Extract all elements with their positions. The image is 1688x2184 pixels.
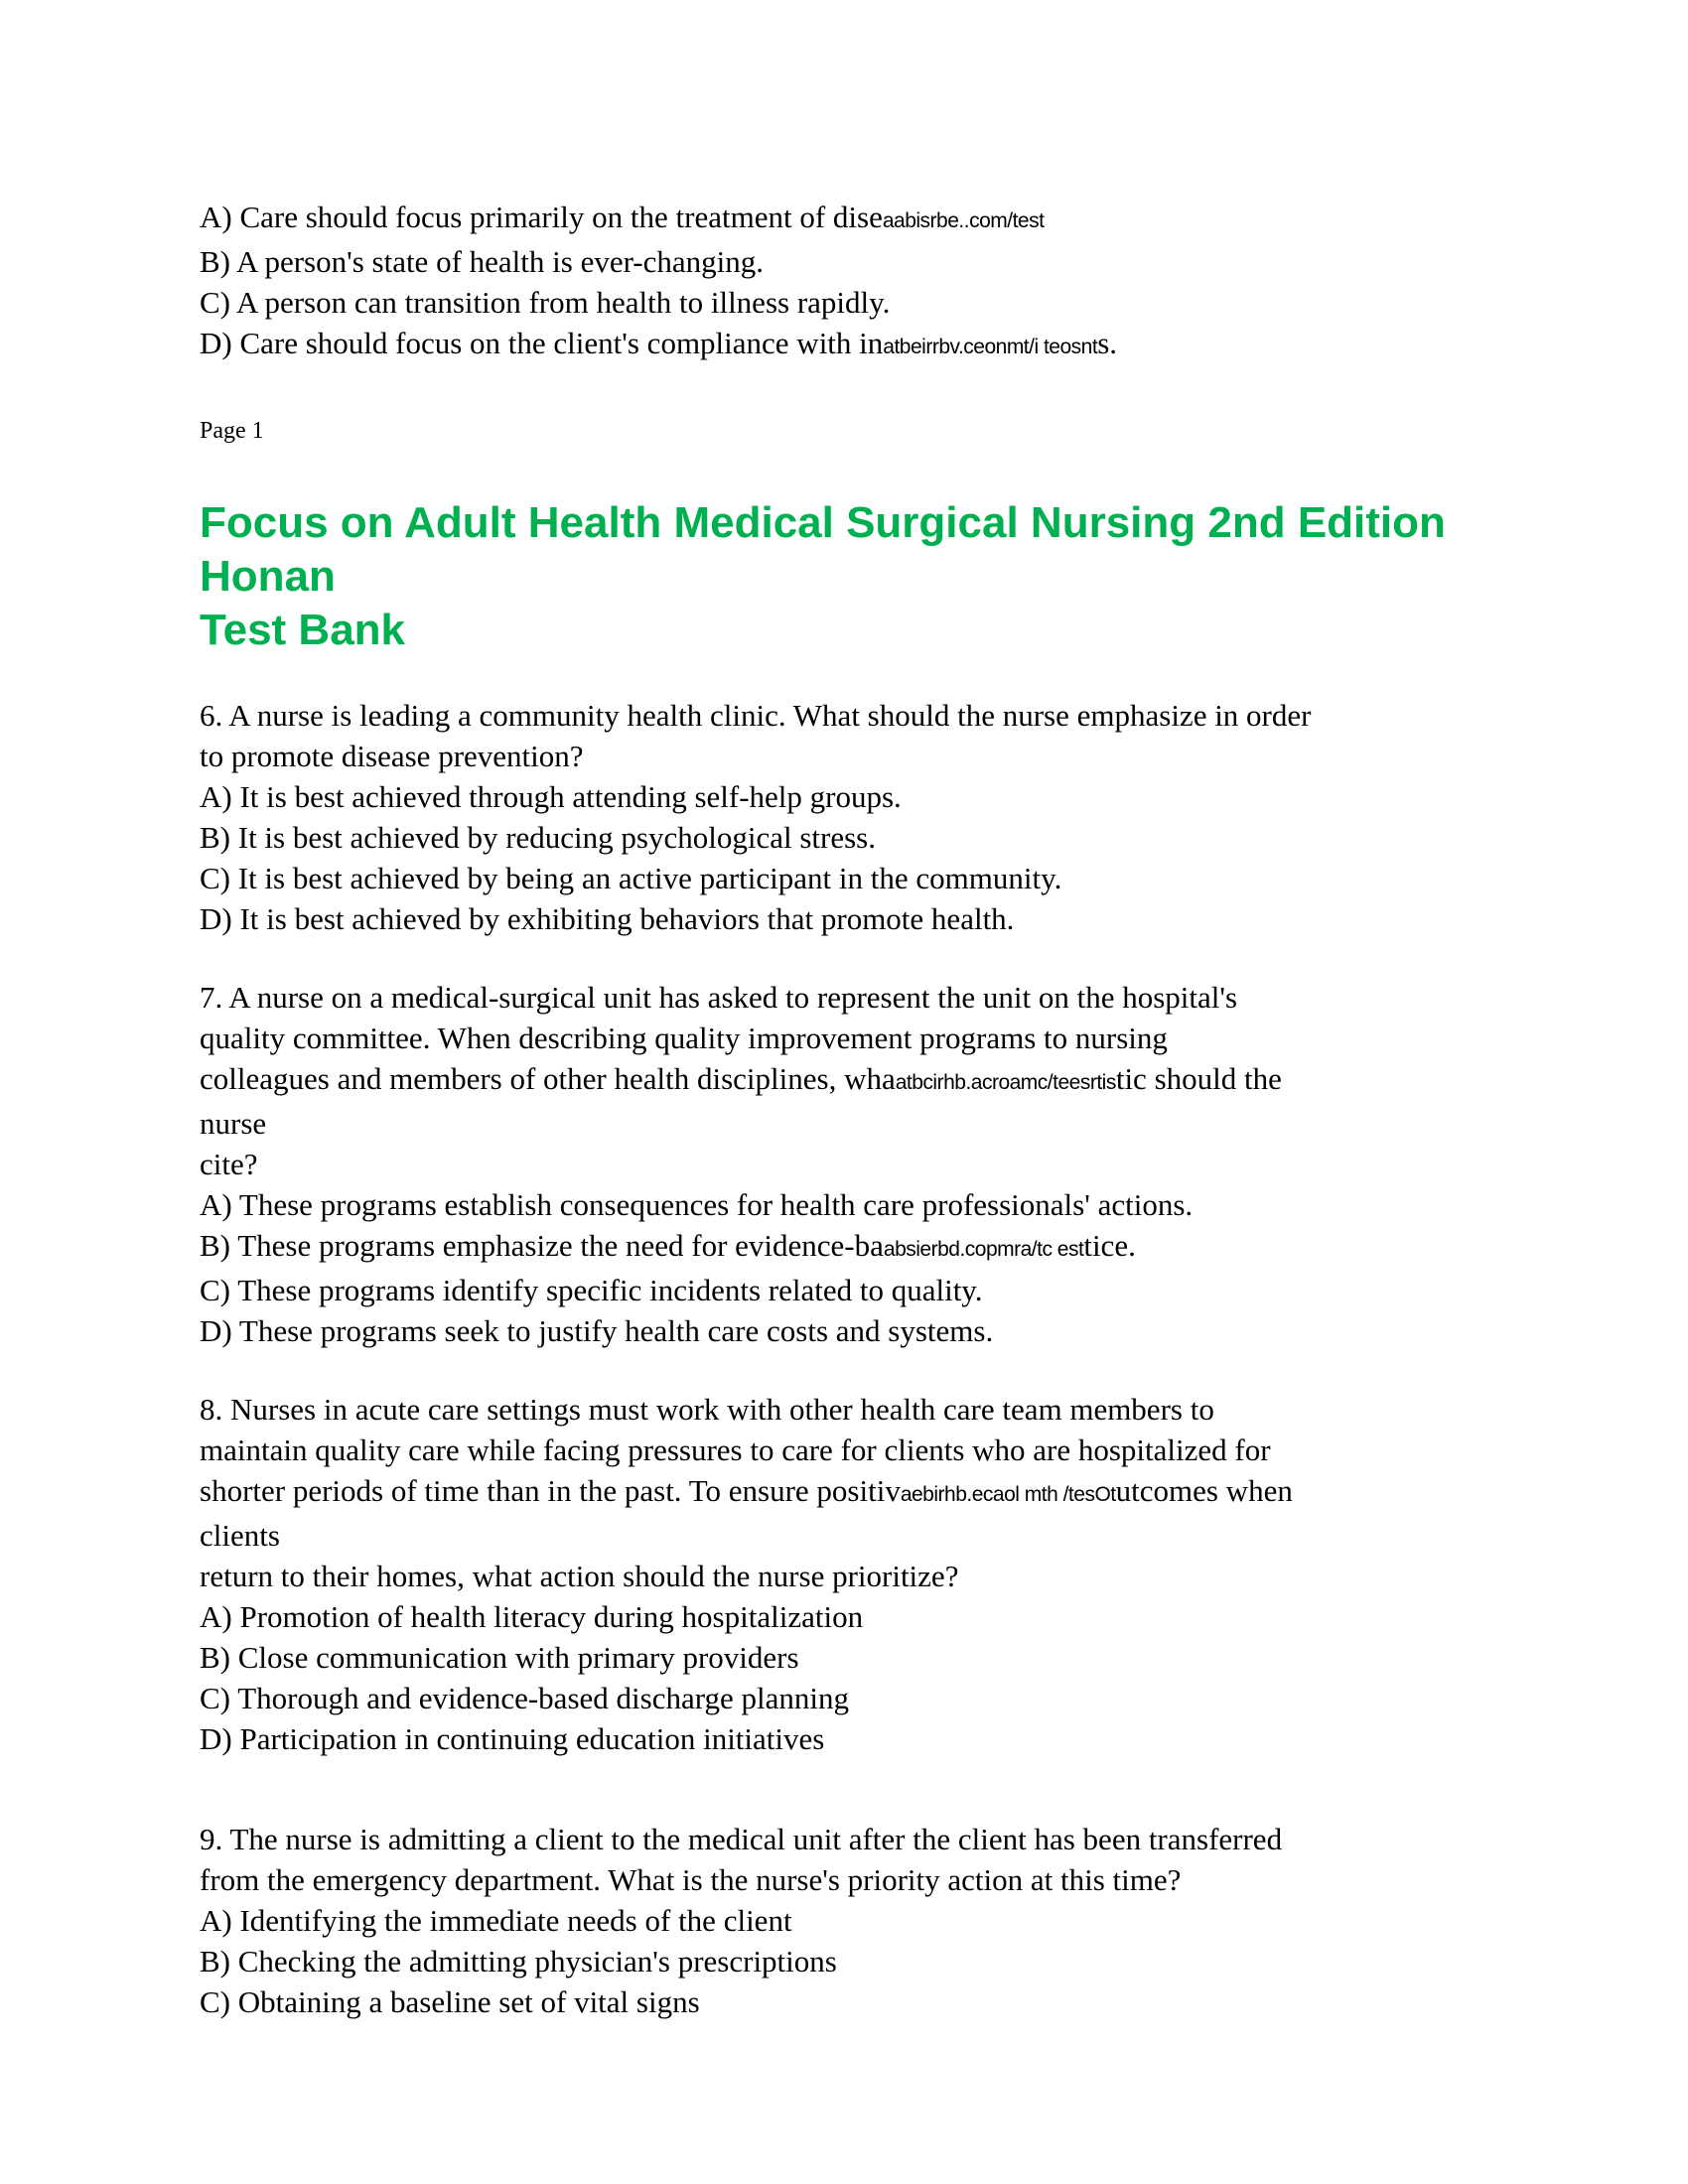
question-line: 6. A nurse is leading a community health clinic. What should the nurse emphasize in order [200,698,1312,733]
question-line: maintain quality care while facing pressures to care for clients who are hospitalized for [200,1433,1271,1467]
answer-option: B) Checking the admitting physician's prescriptions [200,1944,837,1979]
watermark-text: atbeirrbv.ceonmt/i teosnt [883,336,1098,358]
previous-question-options [200,197,1490,367]
question-line: nurse [200,1106,267,1141]
title-line-1: Focus on Adult Health Medical Surgical Nursing 2nd Edition [200,498,1446,547]
answer-option: A) It is best achieved through attending self-help groups. [200,779,902,814]
question-line: colleagues and members of other health disciplines, whaatbcirhb.acroamc/teesrtistic should the [200,1061,1282,1096]
question-line: return to their homes, what action should the nurse prioritize? [200,1559,959,1593]
question-line: from the emergency department. What is the nurse's priority action at this time? [200,1862,1182,1897]
answer-option: B) Close communication with primary providers [200,1640,799,1675]
question-line: cite? [200,1147,258,1181]
answer-option: D) It is best achieved by exhibiting behaviors that promote health. [200,901,1015,936]
option-line: A) Care should focus primarily on the treatment of diseaabisrbe..com/test [200,200,1045,234]
page-number-label: Page 1 [200,418,264,444]
answer-option: C) Thorough and evidence-based discharge planning [200,1681,849,1715]
watermark-text: aabisrbe..com/test [882,209,1045,232]
watermark-text: aebirhb.ecaol mth /tesOt [900,1483,1116,1506]
question-8 [200,1389,1490,1759]
answer-option: A) Promotion of health literacy during hospitalization [200,1599,864,1634]
answer-option: D) These programs seek to justify health care costs and systems. [200,1313,994,1348]
watermark-text: absierbd.copmra/tc est [883,1238,1084,1261]
option-line: C) A person can transition from health to illness rapidly. [200,285,891,320]
question-line: 7. A nurse on a medical-surgical unit has asked to represent the unit on the hospital's [200,980,1238,1015]
question-line: 9. The nurse is admitting a client to the medical unit after the client has been transferred [200,1822,1283,1856]
question-line: shorter periods of time than in the past. To ensure positivaebirhb.ecaol mth /tesOtutcomes when [200,1473,1293,1508]
question-line: to promote disease prevention? [200,739,584,773]
answer-option: D) Participation in continuing education initiatives [200,1721,825,1756]
answer-option: C) Obtaining a baseline set of vital signs [200,1984,700,2019]
question-7 [200,977,1490,1351]
question-line: quality committee. When describing quality improvement programs to nursing [200,1021,1168,1055]
question-line: 8. Nurses in acute care settings must work with other health care team members to [200,1392,1214,1427]
option-line: B) A person's state of health is ever-changing. [200,244,764,279]
answer-option: B) It is best achieved by reducing psychological stress. [200,820,876,855]
answer-option: B) These programs emphasize the need for evidence-baabsierbd.copmra/tc esttice. [200,1228,1136,1263]
answer-option: A) These programs establish consequences for health care professionals' actions. [200,1187,1194,1222]
answer-option: C) These programs identify specific incidents related to quality. [200,1273,983,1307]
option-line: D) Care should focus on the client's compliance with inatbeirrbv.ceonmt/i teosnts. [200,326,1118,360]
page-content [200,197,1490,2022]
question-9 [200,1819,1490,2022]
question-6 [200,695,1490,939]
title-line-2: Honan [200,552,336,601]
answer-option: A) Identifying the immediate needs of the client [200,1903,792,1938]
watermark-text: atbcirhb.acroamc/teesrtis [895,1071,1116,1094]
answer-option: C) It is best achieved by being an active participant in the community. [200,861,1062,895]
title-line-3: Test Bank [200,606,406,654]
document-title [200,496,1490,657]
question-line: clients [200,1518,280,1553]
